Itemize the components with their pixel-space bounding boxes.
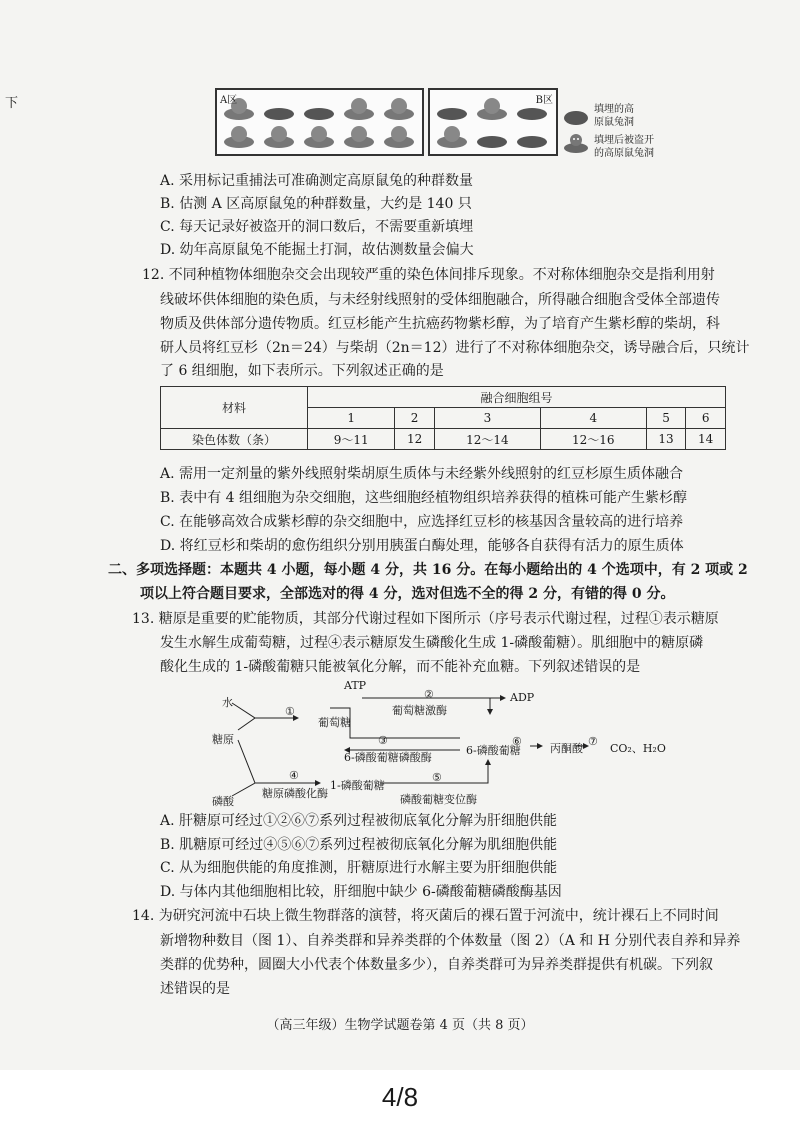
- label-g6p: 6-磷酸葡糖: [466, 744, 521, 757]
- label-step-5: ⑤: [432, 771, 442, 784]
- q11-option-d: D. 幼年高原鼠兔不能掘土打洞，故估测数量会偏大: [160, 242, 474, 258]
- q11-option-c: C. 每天记录好被盗开的洞口数后，不需要重新填埋: [160, 219, 474, 235]
- label-atp: ATP: [344, 679, 367, 692]
- side-mark: 下: [5, 96, 19, 111]
- pika-icon: [391, 98, 407, 114]
- label-step-1: ①: [285, 705, 295, 718]
- label-step-4: ④: [289, 769, 299, 782]
- pika-icon: [351, 126, 367, 142]
- q11-option-a: A. 采用标记重捕法可准确测定高原鼠兔的种群数量: [160, 173, 474, 189]
- label-water: 水: [222, 696, 233, 709]
- table-value-cell: 12～16: [540, 429, 646, 450]
- q14-stem-line: 述错误的是: [160, 981, 230, 997]
- filled-burrow-icon: [477, 136, 507, 148]
- q12-stem-line: 物质及供体部分遗传物质。红豆杉能产生抗癌药物紫杉醇，为了培育产生紫杉醇的柴胡，科: [160, 316, 720, 332]
- legend-icons: [562, 104, 592, 154]
- q12-option-c: C. 在能够高效合成紫杉醇的杂交细胞中，应选择红豆杉的核基因含量较高的进行培养: [160, 514, 684, 530]
- pika-icon: [231, 126, 247, 142]
- label-mutase: 磷酸葡糖变位酶: [400, 793, 477, 806]
- page-number: 4/8: [381, 1082, 419, 1112]
- label-pyruvate: 丙酮酸: [550, 742, 583, 755]
- table-value-cell: 14: [686, 429, 726, 450]
- label-step-2: ②: [424, 688, 434, 701]
- pika-icon: [271, 126, 287, 142]
- q13-option-d: D. 与体内其他细胞相比较，肝细胞中缺少 6-磷酸葡糖磷酸酶基因: [160, 884, 562, 900]
- table-group-cell: 2: [395, 408, 435, 429]
- table-group-header: 融合细胞组号: [308, 387, 726, 408]
- table-row-label: 染色体数（条）: [161, 429, 308, 450]
- pika-icon: [391, 126, 407, 142]
- label-step-6: ⑥: [512, 735, 522, 748]
- label-phosphorylase: 糖原磷酸化酶: [262, 787, 328, 800]
- chromosome-table: [160, 386, 726, 450]
- filled-burrow-icon: [564, 111, 588, 125]
- filled-burrow-icon: [517, 108, 547, 120]
- label-glycogen: 糖原: [212, 733, 234, 746]
- q13-stem-line: 13. 糖原是重要的贮能物质，其部分代谢过程如下图所示（序号表示代谢过程，过程①表示糖原: [132, 611, 719, 627]
- q12-stem-line: 了 6 组细胞，如下表所示。下列叙述正确的是: [160, 363, 444, 379]
- q12-option-d: D. 将红豆杉和柴胡的愈伤组织分别用胰蛋白酶处理，能够各自获得有活力的原生质体: [160, 538, 684, 554]
- label-products: CO₂、H₂O: [610, 742, 666, 755]
- table-group-cell: 5: [646, 408, 686, 429]
- q11-option-b: B. 估测 A 区高原鼠兔的种群数量，大约是 140 只: [160, 196, 472, 212]
- q12-stem-line: 线破坏供体细胞的染色质，与未经射线照射的受体细胞融合，所得融合细胞含受体全部遗传: [160, 292, 720, 308]
- table-value-cell: 13: [646, 429, 686, 450]
- q14-stem-line: 14. 为研究河流中石块上微生物群落的演替，将灭菌后的裸石置于河流中，统计裸石上不同时间: [132, 908, 719, 924]
- legend-opened-text: 填埋后被盗开 的高原鼠兔洞: [594, 135, 654, 159]
- section2-instructions: 二、多项选择题：本题共 4 小题，每小题 4 分，共 16 分。在每小题给出的 4 个选项中，有 2 项或 2: [108, 562, 748, 578]
- q14-stem-line: 新增物种数目（图 1）、自养类群和异养类群的个体数量（图 2）（A 和 H 分别代表自养和异养: [160, 933, 741, 949]
- q13-option-b: B. 肌糖原可经过④⑤⑥⑦系列过程被彻底氧化分解为肌细胞供能: [160, 837, 558, 853]
- filled-burrow-icon: [517, 136, 547, 148]
- pika-icon: [311, 126, 327, 142]
- region-b-box: [428, 88, 558, 156]
- filled-burrow-icon: [264, 108, 294, 120]
- table-value-cell: 12～14: [434, 429, 540, 450]
- q12-stem-line: 12. 不同种植物体细胞杂交会出现较严重的染色体间排斥现象。不对称体细胞杂交是指利用射: [142, 267, 715, 283]
- label-phosphate: 磷酸: [212, 795, 234, 808]
- page-footer: （高三年级）生物学试题卷第 4 页（共 8 页）: [266, 1018, 534, 1033]
- label-g1p: 1-磷酸葡糖: [330, 779, 385, 792]
- label-g6pase: 6-磷酸葡糖磷酸酶: [344, 751, 432, 764]
- q12-option-a: A. 需用一定剂量的紫外线照射柴胡原生质体与未经紫外线照射的红豆杉原生质体融合: [160, 466, 684, 482]
- filled-burrow-icon: [304, 108, 334, 120]
- region-a-label: A区: [220, 95, 238, 106]
- pika-icon: [444, 126, 460, 142]
- label-step-3: ③: [378, 734, 388, 747]
- region-b-label: B区: [535, 95, 553, 106]
- q12-option-b: B. 表中有 4 组细胞为杂交细胞，这些细胞经植物组织培养获得的植株可能产生紫杉醇: [160, 490, 687, 506]
- legend-filled-text: 填埋的高 原鼠兔洞: [594, 104, 634, 128]
- table-material-header: 材料: [161, 387, 308, 429]
- table-group-cell: 6: [686, 408, 726, 429]
- label-step-7: ⑦: [588, 735, 598, 748]
- q13-stem-line: 发生水解生成葡萄糖，过程④表示糖原发生磷酸化生成 1-磷酸葡糖）。肌细胞中的糖原磷: [160, 635, 704, 651]
- q13-option-c: C. 从为细胞供能的角度推测，肝糖原进行水解主要为肝细胞供能: [160, 860, 558, 876]
- table-group-cell: 1: [308, 408, 395, 429]
- q13-stem-line: 酸化生成的 1-磷酸葡糖只能被氧化分解，而不能补充血糖。下列叙述错误的是: [160, 659, 641, 675]
- region-a-box: [215, 88, 424, 156]
- label-glucokinase: 葡萄糖激酶: [392, 704, 447, 717]
- table-value-cell: 12: [395, 429, 435, 450]
- label-adp: ADP: [510, 691, 535, 704]
- q13-option-a: A. 肝糖原可经过①②⑥⑦系列过程被彻底氧化分解为肝细胞供能: [160, 813, 558, 829]
- q12-stem-line: 研人员将红豆杉（2n＝24）与柴胡（2n＝12）进行了不对称体细胞杂交，诱导融合后，只统计: [160, 340, 750, 356]
- region-a-burrows: [217, 90, 422, 154]
- pika-icon: [351, 98, 367, 114]
- filled-burrow-icon: [437, 108, 467, 120]
- table-group-cell: 4: [540, 408, 646, 429]
- table-group-cell: 3: [434, 408, 540, 429]
- section2-instructions: 项以上符合题目要求，全部选对的得 4 分，选对但选不全的得 2 分，有错的得 0 分。: [140, 586, 675, 602]
- opened-burrow-icon: [564, 134, 588, 153]
- table-value-cell: 9～11: [308, 429, 395, 450]
- q14-stem-line: 类群的优势种，圆圈大小代表个体数量多少），自养类群可为异养类群提供有机碳。下列叙: [160, 957, 713, 973]
- pika-icon: [484, 98, 500, 114]
- label-glucose: 葡萄糖: [318, 716, 351, 729]
